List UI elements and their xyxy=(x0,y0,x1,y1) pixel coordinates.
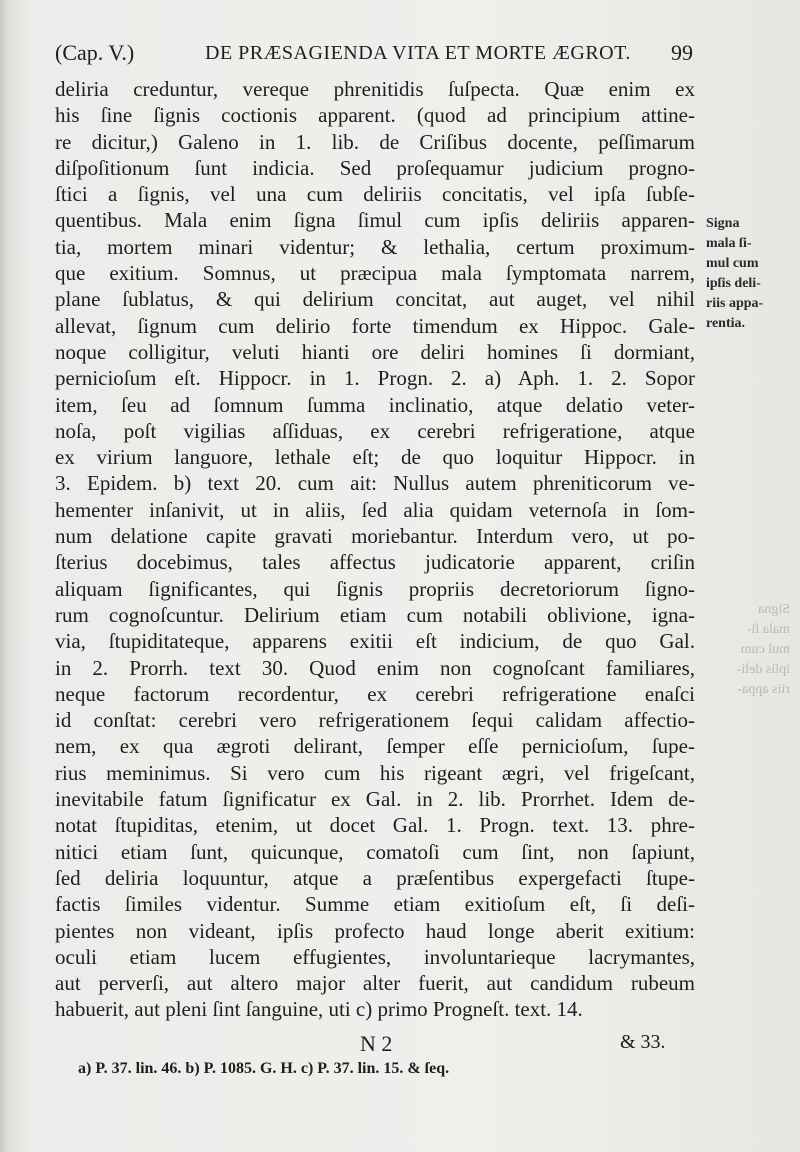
text-line: ex virium languore, lethale eſt; de quo loquitur Hippocr. in xyxy=(55,445,695,470)
margin-note-line: mul cum xyxy=(706,256,759,271)
text-line: inevitabile fatum ſignificatur ex Gal. in 2. lib. Prorrhet. Idem de- xyxy=(55,787,695,812)
text-line: deliria creduntur, vereque phrenitidis ſuſpecta. Quæ enim ex xyxy=(55,77,695,101)
text-line: noque colligitur, veluti hianti ore deliri homines ſi dormiant, xyxy=(55,339,695,364)
text-line: 3. Epidem. b) text 20. cum ait: Nullus autem phreniticorum ve- xyxy=(55,471,695,496)
text-line: pernicioſum eſt. Hippocr. in 1. Progn. 2. a) Aph. 1. 2. Sopor xyxy=(55,366,695,391)
margin-note-line: riis appa- xyxy=(706,296,764,311)
running-header xyxy=(55,40,693,74)
text-line: rum cognoſcuntur. Delirium etiam cum notabili oblivione, igna- xyxy=(55,602,695,627)
text-line: oculi etiam lucem effugientes, involuntarieque lacrymantes, xyxy=(55,944,695,969)
body-text xyxy=(55,76,695,1023)
text-line: factis ſimiles videntur. Summe etiam exitioſum eſt, ſi deſi- xyxy=(55,892,695,917)
text-line: pientes non videant, ipſis profecto haud longe aberit exitium: xyxy=(55,918,695,943)
text-line: his ſine ſignis coctionis apparent. (quod ad principium attine- xyxy=(55,103,695,128)
text-line: re dicitur,) Galeno in 1. lib. de Criſibus docente, peſſimarum xyxy=(55,129,695,154)
text-line: nitici etiam ſunt, quicunque, comatoſi cum ſint, non ſapiunt, xyxy=(55,839,695,864)
text-line: neque factorum recordentur, ex cerebri refrigeratione enaſci xyxy=(55,681,695,706)
bleed-through-line: mul cum xyxy=(740,642,790,657)
text-line: nem, ex qua ægroti delirant, ſemper eſſe pernicioſum, ſupe- xyxy=(55,734,695,759)
text-line: ſterius docebimus, tales affectus judicatorie apparent, criſin xyxy=(55,550,695,575)
bleed-through-line: Signa xyxy=(758,602,790,617)
text-line: quentibus. Mala enim ſigna ſimul cum ipſis deliriis apparen- xyxy=(55,208,695,233)
text-line: plane ſublatus, & qui delirium concitat, aut auget, vel nihil xyxy=(55,287,695,312)
chapter-label: (Cap. V.) xyxy=(55,40,135,65)
footnotes: a) P. 37. lin. 46. b) P. 1085. G. H. c) P. 37. lin. 15. & ſeq. xyxy=(78,1060,450,1077)
margin-note-line: ipſis deli- xyxy=(706,276,761,291)
margin-note xyxy=(706,214,796,334)
text-line: allevat, ſignum cum delirio forte timendum ex Hippoc. Gale- xyxy=(55,313,695,338)
text-line: habuerit, aut pleni ſint ſanguine, uti c) primo Progneſt. text. 14. xyxy=(55,997,583,1022)
bleed-through-line: riis appa- xyxy=(737,682,790,697)
running-title: DE PRÆSAGIENDA VITA ET MORTE ÆGROT. xyxy=(205,42,631,64)
margin-note-line: mala ſi- xyxy=(706,236,752,251)
page-number: 99 xyxy=(671,40,693,65)
margin-note-line: Signa xyxy=(706,216,740,231)
margin-note-line: rentia. xyxy=(706,316,746,331)
text-line: aut perverſi, aut altero major alter fuerit, aut candidum rubeum xyxy=(55,971,695,996)
text-line: ſed deliria loquuntur, atque a præſentibus expergefacti ſtupe- xyxy=(55,865,695,890)
text-line: hementer inſanivit, ut in aliis, ſed alia quidam veternoſa in ſom- xyxy=(55,497,695,522)
text-line: noſa, poſt vigilias aſſiduas, ex cerebri refrigeratione, atque xyxy=(55,418,695,443)
bleed-through-text xyxy=(700,600,790,700)
scan-edge-shadow xyxy=(0,0,8,1152)
text-line: notat ſtupiditas, etenim, ut docet Gal. 1. Progn. text. 13. phre- xyxy=(55,813,695,838)
text-line: ſtici a ſignis, vel una cum deliriis concitatis, vel ipſa ſubſe- xyxy=(55,182,695,207)
text-line: in 2. Prorrh. text 30. Quod enim non cognoſcant familiares, xyxy=(55,655,695,680)
bleed-through-line: ipſis deli- xyxy=(736,662,790,677)
catchword: & 33. xyxy=(620,1031,666,1053)
text-line: aliquam ſignificantes, qui ſignis propriis decretoriorum ſigno- xyxy=(55,576,695,601)
text-line: diſpoſitionum ſunt indicia. Sed proſequamur judicium progno- xyxy=(55,155,695,180)
text-line: item, ſeu ad ſomnum ſumma inclinatio, atque delatio veter- xyxy=(55,392,695,417)
text-line: tia, mortem minari videntur; & lethalia, certum proximum- xyxy=(55,234,695,259)
text-line: num delatione capite gravati moriebantur. Interdum vero, ut po- xyxy=(55,524,695,549)
text-line: rius meminimus. Si vero cum his rigeant ægri, vel frigeſcant, xyxy=(55,760,695,785)
bleed-through-line: mala ſi- xyxy=(746,622,790,637)
text-line: que exitium. Somnus, ut præcipua mala ſymptomata narrem, xyxy=(55,261,695,286)
text-line: via, ſtupiditateque, apparens exitii eſt indicium, de quo Gal. xyxy=(55,629,695,654)
text-line: id conſtat: cerebri vero refrigerationem ſequi calidam affectio- xyxy=(55,708,695,733)
signature-mark: N 2 xyxy=(360,1031,393,1056)
